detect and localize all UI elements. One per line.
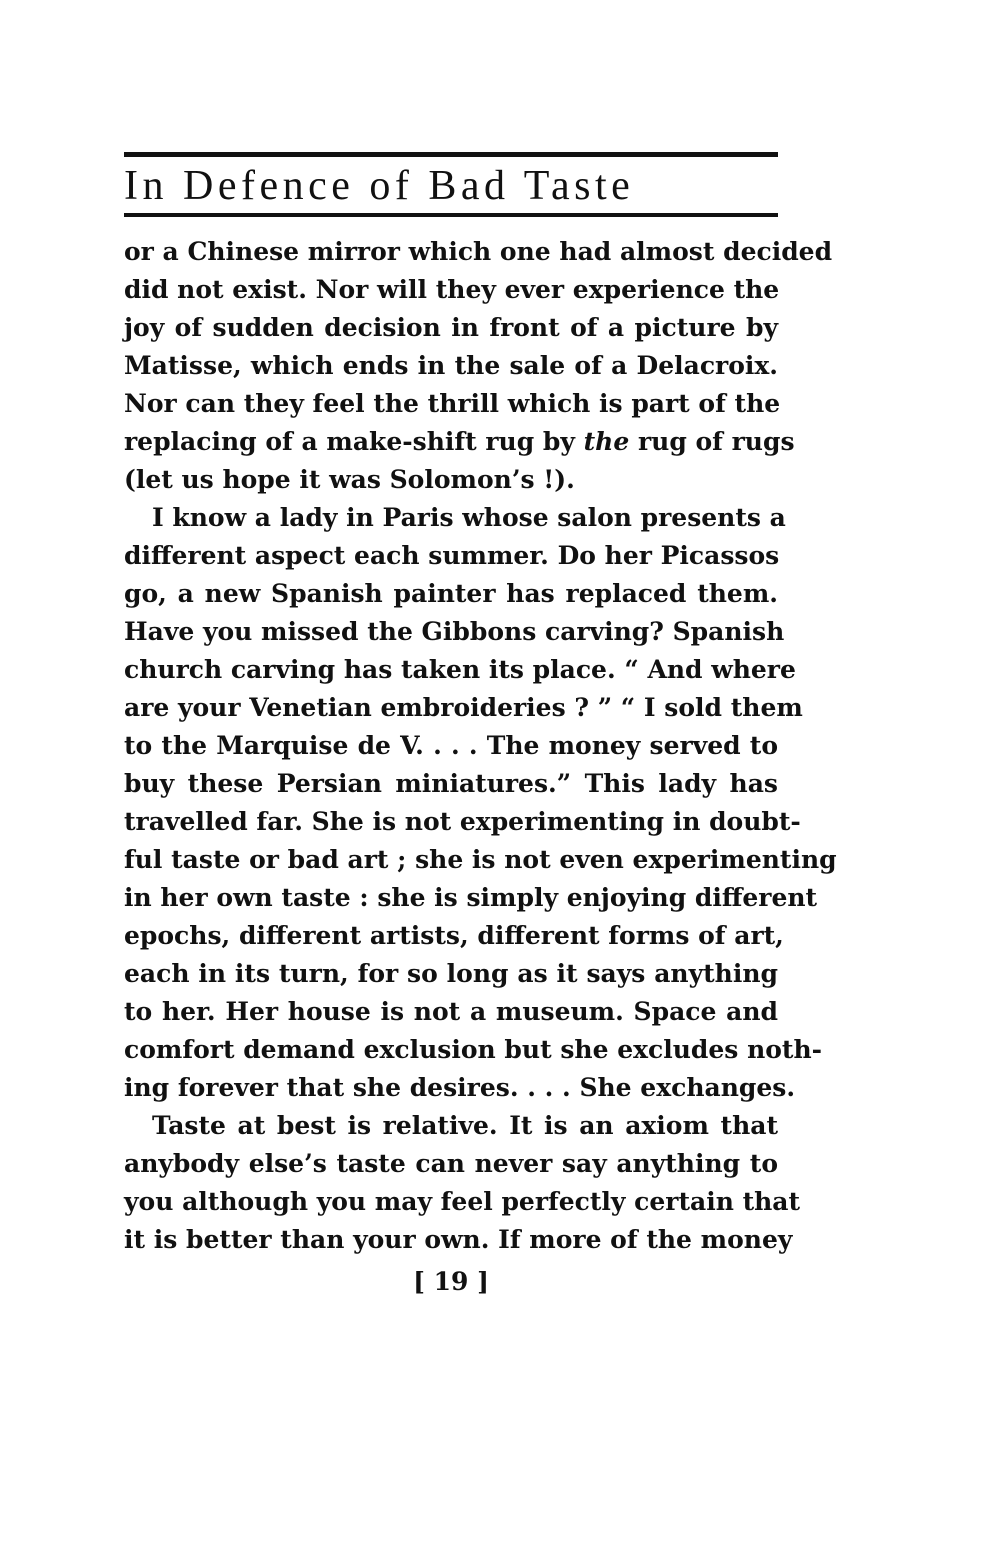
text-line: are your Venetian embroideries ? ” “ I sold them — [124, 693, 803, 722]
page-number: [ 19 ] — [413, 1267, 489, 1296]
text-line: different aspect each summer. Do her Picassos — [124, 541, 780, 570]
text-line: did not exist. Nor will they ever experience the — [124, 275, 780, 304]
text-line: travelled far. She is not experimenting in doubt- — [124, 807, 801, 836]
text-line: buy these Persian miniatures.” This lady has — [124, 769, 778, 798]
text-line: (let us hope it was Solomon’s !). — [124, 465, 575, 494]
text-line: to her. Her house is not a museum. Space and — [124, 997, 778, 1026]
text-line: Nor can they feel the thrill which is part of the — [124, 389, 781, 418]
text-line: ing forever that she desires. . . . She exchanges. — [124, 1073, 796, 1102]
text-line: Matisse, which ends in the sale of a Delacroix. — [124, 351, 778, 380]
paragraph — [124, 499, 837, 1107]
text-line: go, a new Spanish painter has replaced them. — [124, 579, 778, 608]
text-line: Taste at best is relative. It is an axiom that — [152, 1111, 778, 1140]
text-line: replacing of a make-shift rug by the rug of rugs — [124, 427, 795, 456]
text-line: I know a lady in Paris whose salon presents a — [152, 503, 786, 532]
text-line: it is better than your own. If more of the money — [124, 1225, 793, 1254]
text-line: church carving has taken its place. “ And where — [124, 655, 796, 684]
text-line: in her own taste : she is simply enjoying different — [124, 883, 818, 912]
header-rule-top — [124, 152, 778, 157]
text-line: you although you may feel perfectly certain that — [124, 1187, 801, 1216]
text-line: joy of sudden decision in front of a picture by — [124, 313, 778, 342]
text-line: or a Chinese mirror which one had almost decided — [124, 237, 833, 266]
body-text — [124, 233, 837, 1259]
text-line: each in its turn, for so long as it says anything — [124, 959, 778, 988]
text-line: epochs, different artists, different forms of art, — [124, 921, 784, 950]
running-head: In Defence of Bad Taste — [124, 163, 635, 209]
header-rule-bottom — [124, 213, 778, 217]
text-line: Have you missed the Gibbons carving? Spanish — [124, 617, 785, 646]
text-line: anybody else’s taste can never say anything to — [124, 1149, 778, 1178]
text-line: ful taste or bad art ; she is not even experimenting — [124, 845, 837, 874]
text-line: comfort demand exclusion but she excludes noth- — [124, 1035, 823, 1064]
emphasis: the — [583, 427, 630, 456]
paragraph — [124, 1107, 801, 1259]
paragraph — [124, 233, 833, 499]
text-line: to the Marquise de V. . . . The money served to — [124, 731, 778, 760]
